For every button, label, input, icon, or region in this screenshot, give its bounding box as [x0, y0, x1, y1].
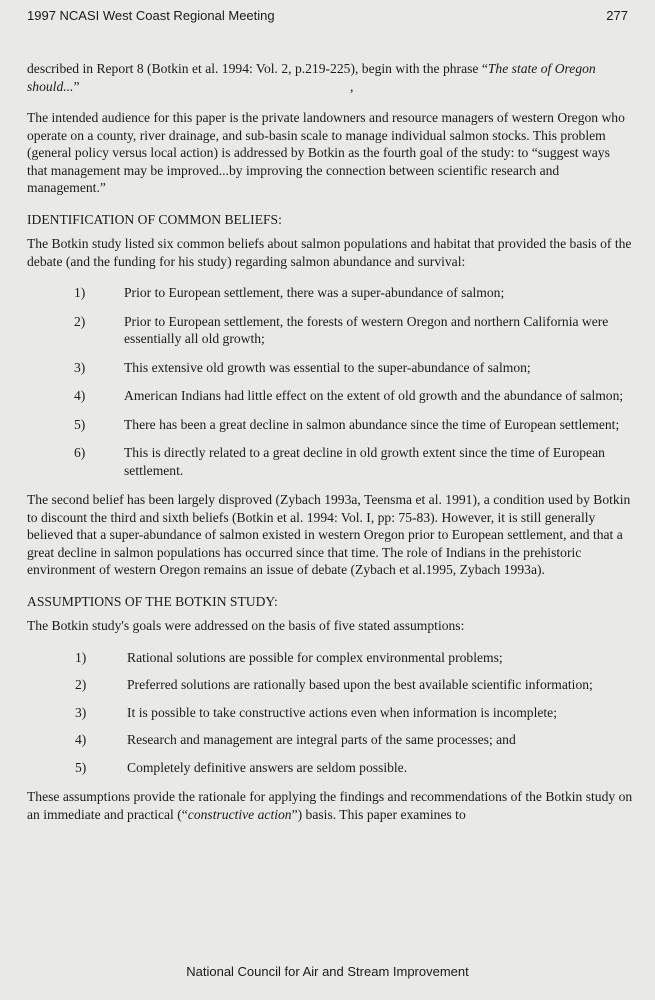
closing-text-end: ”) basis. This paper examines to [291, 806, 466, 822]
list-item-text: Research and management are integral parts of the same processes; and [127, 732, 516, 747]
header-title: 1997 NCASI West Coast Regional Meeting [27, 8, 275, 23]
intro-text: described in Report 8 (Botkin et al. 1994: Vol. 2, p.219-225), begin with the phrase “ [27, 61, 488, 76]
list-item-text: There has been a great decline in salmon abundance since the time of European settlement; [124, 416, 620, 432]
list-item-number: 2) [74, 313, 86, 329]
list-item-text: Prior to European settlement, the forests of western Oregon and northern California were essentially all old growth; [124, 313, 609, 346]
list-item-text: Preferred solutions are rationally based upon the best available scientific information; [127, 677, 593, 692]
list-item-number: 2) [75, 677, 87, 692]
list-item-number: 3) [74, 359, 86, 375]
closing-emphasis: constructive action [187, 806, 292, 822]
list-item-text: It is possible to take constructive actions even when information is incomplete; [127, 704, 557, 720]
list-item [27, 284, 633, 302]
beliefs-list [27, 284, 633, 479]
list-item [27, 359, 633, 377]
list-item-number: 4) [74, 388, 86, 403]
audience-paragraph: The intended audience for this paper is the private landowners and resource managers of western Oregon who operate on a county, river drainage, and sub-basin scale to manage individual salmon stocks. This problem (general policy versus local action) is addressed by Botkin as the fourth goal of the study: to “suggest ways that management may be improved...by improving the connection between scientific research and management.” [27, 110, 625, 195]
closing-text: These assumptions provide the rationale for applying the findings and recommendations of the Botkin study on an immediate and practical (“ [27, 789, 633, 822]
list-item-number: 1) [74, 285, 86, 300]
list-item [27, 704, 633, 722]
list-item-number: 3) [75, 704, 87, 720]
closing-paragraph [27, 788, 633, 823]
list-item-text: This is directly related to a great decline in old growth extent since the time of European settlement. [124, 445, 605, 478]
stray-mark: , [350, 80, 354, 95]
list-item-text: This extensive old growth was essential to the super-abundance of salmon; [124, 359, 531, 375]
section-heading-beliefs: IDENTIFICATION OF COMMON BELIEFS: [27, 211, 282, 227]
list-item-number: 1) [75, 649, 87, 665]
list-item-number: 6) [74, 445, 86, 460]
list-item-number: 4) [75, 732, 87, 747]
assumptions-intro-paragraph: The Botkin study's goals were addressed on the basis of five stated assumptions: [27, 618, 465, 633]
assumptions-list [27, 649, 633, 777]
list-item-text: Prior to European settlement, there was a super-abundance of salmon; [124, 285, 505, 300]
list-item-number: 5) [74, 416, 86, 432]
list-item [27, 731, 633, 749]
intro-close-quote: ” [73, 78, 80, 94]
list-item [27, 387, 633, 405]
list-item-text: Rational solutions are possible for complex environmental problems; [127, 649, 503, 665]
beliefs-intro-paragraph: The Botkin study listed six common beliefs about salmon populations and habitat that provided the basis of the debate (and the funding for his study) regarding salmon abundance and survival: [27, 236, 632, 269]
list-item [27, 759, 633, 777]
list-item-text: Completely definitive answers are seldom possible. [127, 759, 408, 775]
page-footer: National Council for Air and Stream Improvement [186, 964, 469, 979]
list-item-text: American Indians had little effect on the extent of old growth and the abundance of salmon; [124, 388, 624, 403]
intro-quote: The state of Oregon should... [27, 61, 596, 94]
list-item [27, 676, 633, 694]
intro-paragraph [27, 60, 633, 95]
running-header [27, 8, 628, 28]
list-item [27, 649, 633, 667]
second-belief-paragraph: The second belief has been largely disproved (Zybach 1993a, Teensma et al. 1991), a condition used by Botkin to discount the third and sixth beliefs (Botkin et al. 1994: Vol. I, pp: 75-83). However, it is still generally believed that a super-abundance of salmon existed in western Oregon prior to European settlement, and that a great decline in salmon populations has occurred since that time. The role of Indians in the prehistoric environment of western Oregon remains an issue of debate (Zybach et al.1995, Zybach 1993a). [27, 492, 631, 577]
page-number: 277 [606, 8, 628, 23]
list-item-number: 5) [75, 759, 87, 775]
list-item [27, 444, 633, 479]
body-text [27, 60, 633, 837]
section-heading-assumptions: ASSUMPTIONS OF THE BOTKIN STUDY: [27, 593, 278, 609]
list-item [27, 313, 633, 348]
list-item [27, 416, 633, 434]
